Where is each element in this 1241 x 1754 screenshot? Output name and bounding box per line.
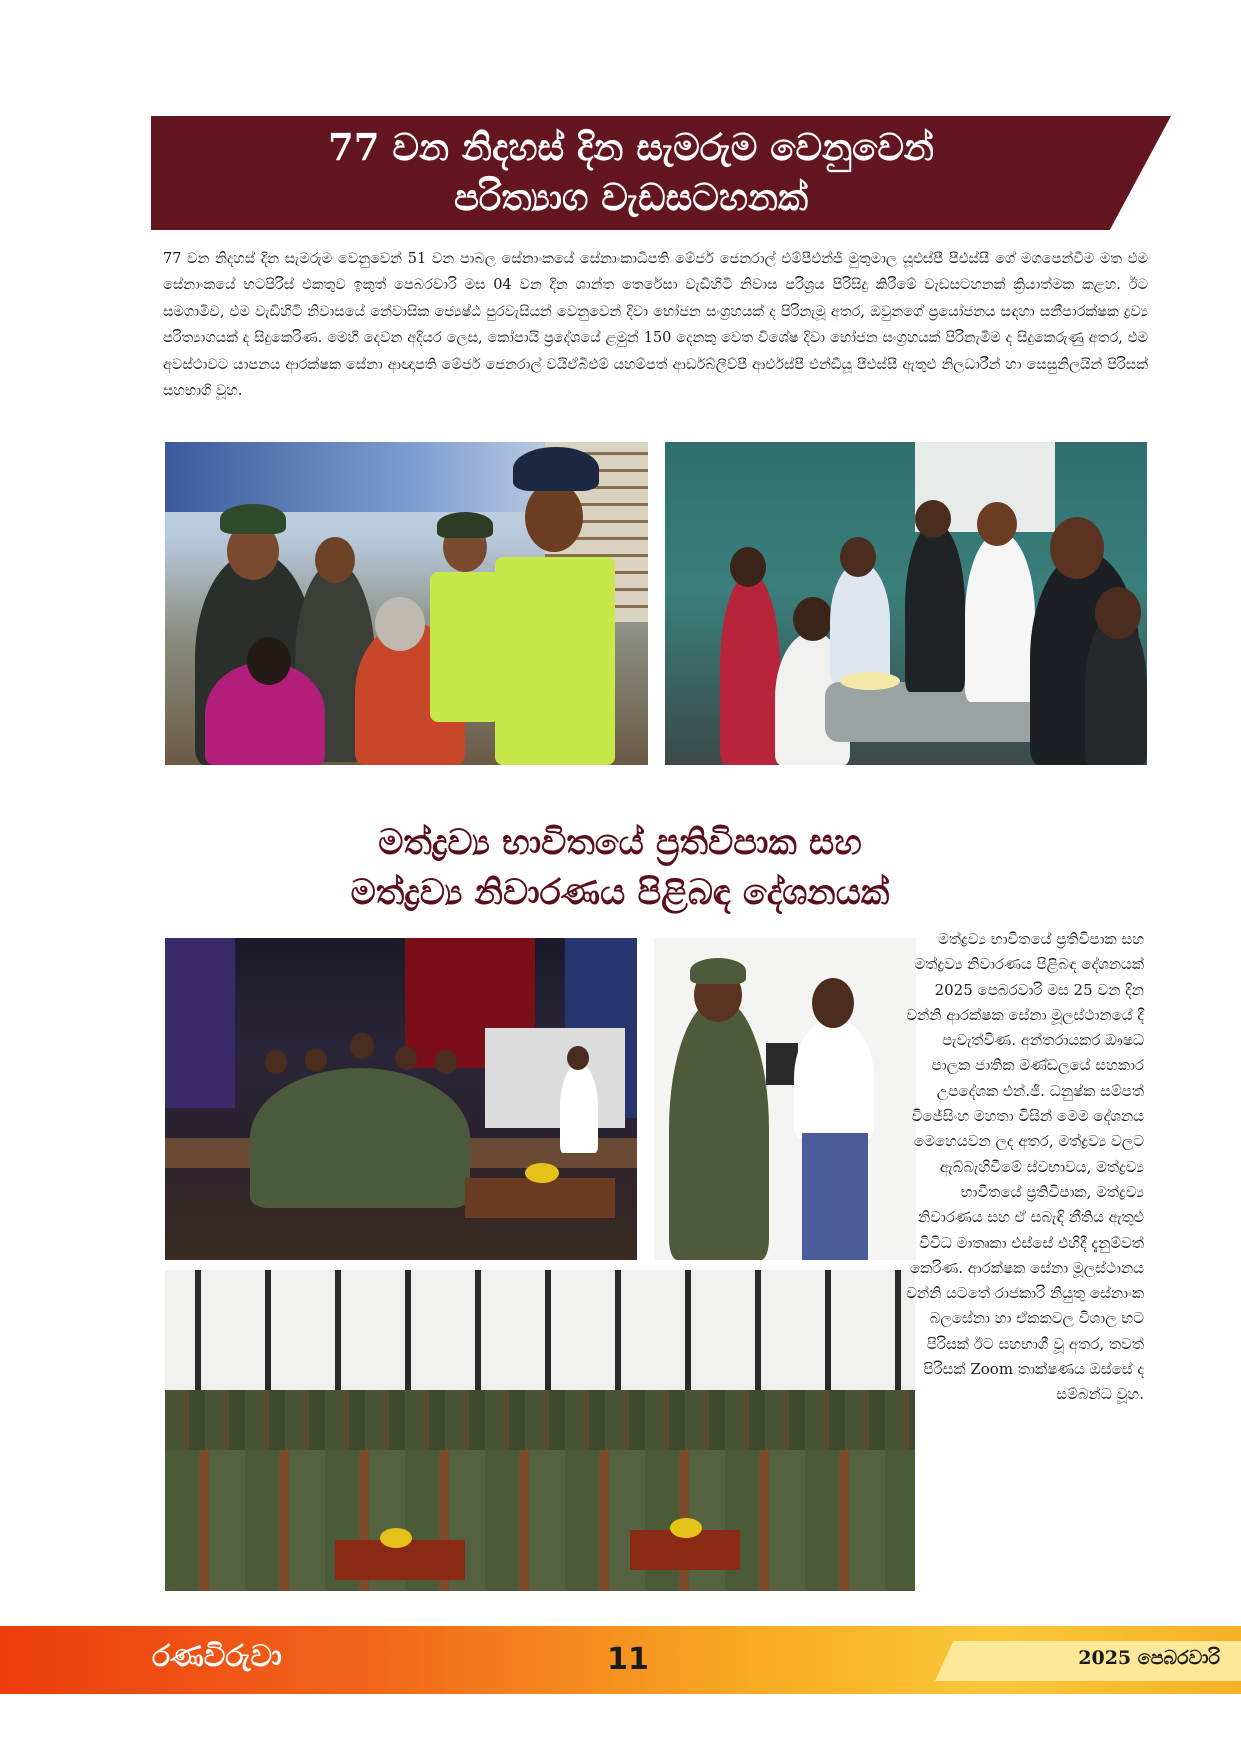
photo-memento-presentation <box>654 938 916 1260</box>
article1-title-line1: 77 වන නිදහස් දින සැමරුම වෙනුවෙන් <box>328 125 934 169</box>
article2-title <box>200 818 1040 918</box>
article2-body: මත්ද්‍රව්‍ය භාවිතයේ ප්‍රතිවිපාක සහ මත්ද්‍රව්‍ය නිවාරණය පිළිබඳ දේශනයක් 2025 පෙබරවාරි මස 25 වන දින වන්නි ආරක්ෂක සේනා මූලස්ථානයේ දී පැවැත්විණ. අන්තරායකර ඖෂධ පාලක ජාතික මණ්ඩලයේ සහකාර උපදේශක එන්.ජී. ධනුෂ්ක සම්පත් විජේසිංහ මහතා විසින් මෙම දේශනය මෙහෙයවන ලද අතර, මත්ද්‍රව්‍ය වලට ඇබ්බැහිවීමේ ස්වභාවය, මත්ද්‍රව්‍ය භාවිතයේ ප්‍රතිවිපාක, මත්ද්‍රව්‍ය නිවාරණය සහ ඒ සබැඳි නීතිය ඇතුළු විවිධ මාතෘකා එස්සේ එහිදී දැනුම්වත් කෙරිණ. ආරක්ෂක සේනා මූලස්ථානය වන්නි යටතේ රාජකාරි නියුතු සේනාංක බලසේනා හා ඒකකවල විශාල භට පිරිසක් ඊට සහභාගී වූ අතර, තවත් පිරිසක් Zoom තාක්ෂණය ඔස්සේ ද සම්බන්ධ වූහ. <box>906 930 1144 1404</box>
article2-title-line1: මත්ද්‍රව්‍ය භාවිතයේ ප්‍රතිවිපාක සහ <box>378 822 862 863</box>
photo-elderly-home-visit <box>165 442 648 765</box>
issue-date: 2025 පෙබරවාරි <box>1078 1647 1220 1669</box>
photo-lecture-stage <box>165 938 637 1260</box>
article1-title <box>151 122 1111 222</box>
magazine-name: රණවිරුවා <box>152 1639 282 1674</box>
photo-children-meal <box>665 442 1147 765</box>
article1-body: 77 වන නිදහස් දින සැමරුම වෙනුවෙන් 51 වන පාබල සේනාංකයේ සේනාංකාධිපති මේජර් ජෙනරාල් එම්පීඑන්ජී මුතුමාල යූඑස්පී පීඑස්සී ගේ මගපෙන්වීම මත එම සේනාංකයේ භටපිරිස් එකතුව ඉකුත් පෙබරවාරි මස 04 වන දින ශාන්ත තෙරේසා වැඩිහිටි නිවාස පරිශ්‍රය පිරිසිදු කිරීමේ වැඩසටහනක් ක්‍රියාත්මක කළහ. ඊට සමගාමීව, එම වැඩිහිටි නිවාසයේ නේවාසික ජ්‍යෙෂ්ඨ පුරවැසියන් වෙනුවෙන් දිවා භෝජන සංග්‍රහයක් ද පිරිනැමූ අතර, ඔවුනගේ ප්‍රයෝජනය සඳහා සනීපාරක්ෂක ද්‍රව්‍ය පරිත්‍යාගයක් ද සිදුකෙරිණ. මෙහි දෙවන අදියර ලෙස, කෝපායි ප්‍රදේශයේ ළමුන් 150 දෙනකු වෙත විශේෂ දිවා භෝජන සංග්‍රහයක් පිරිනැමීම ද සිදුකෙරුණු අතර, එම අවස්ථාවට යාපනය ආරක්ෂක සේනා ආඥාපති මේජර් ජෙනරාල් වයිඒබීඑම් යහම්පත් ආර්ඩබ්ලිව්පී ආර්එස්පී එන්ඩීයූ පීඑස්සී ඇතුළු නිලධාරීන් හා සෙසුනිලයින් පිරිසක් සහභාගි වූහ. <box>163 251 1148 400</box>
photo-audience-hall <box>165 1270 915 1591</box>
page-number: 11 <box>607 1642 649 1677</box>
article2-title-line2: මත්ද්‍රව්‍ය නිවාරණය පිළිබඳ දේශනයක් <box>350 872 890 913</box>
article1-title-line2: පරිත්‍යාග වැඩසටහනක් <box>453 175 809 219</box>
